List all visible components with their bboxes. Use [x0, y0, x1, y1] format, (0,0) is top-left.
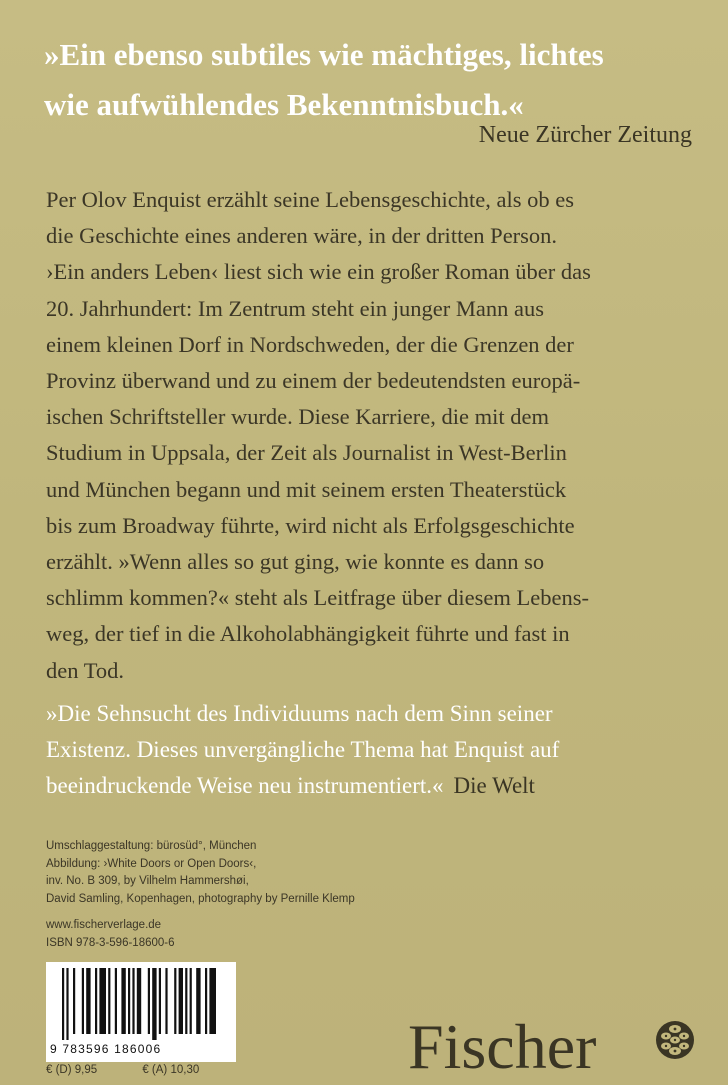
description-line-14: den Tod.	[46, 657, 125, 683]
credit-line-1: Umschlaggestaltung: bürosüd°, München	[46, 840, 257, 852]
isbn-number: ISBN 978-3-596-18600-6	[46, 936, 175, 949]
price-austria: € (A) 10,30	[142, 1064, 200, 1076]
price-germany: € (D) 9,95	[46, 1064, 98, 1076]
description-line-12: schlimm kommen?« steht als Leitfrage über diesem Lebens-	[46, 585, 589, 611]
bottom-quote-line-3	[46, 768, 696, 804]
description-line-13: weg, der tief in die Alkoholabhängigkeit führte und fast in	[46, 621, 570, 647]
barcode	[46, 962, 236, 1062]
bottom-quote-source: Die Welt	[453, 773, 535, 798]
description-line-7: ischen Schriftsteller wurde. Diese Karriere, die mit dem	[46, 404, 549, 430]
publisher-info	[46, 917, 175, 952]
bottom-quote-line-1: »Die Sehnsucht des Individuums nach dem Sinn seiner	[46, 701, 553, 726]
description-line-2: die Geschichte eines anderen wäre, in der dritten Person.	[46, 223, 558, 249]
credit-line-4: David Samling, Kopenhagen, photography by Pernille Klemp	[46, 892, 355, 905]
description-line-5: einem kleinen Dorf in Nordschweden, der die Grenzen der	[46, 331, 574, 357]
description-line-8: Studium in Uppsala, der Zeit als Journalist in West-Berlin	[46, 440, 567, 466]
barcode-bars	[60, 968, 220, 1040]
bottom-quote-line-2: Existenz. Dieses unvergängliche Thema hat Enquist auf	[46, 737, 560, 762]
top-quote-line-1: »Ein ebenso subtiles wie mächtiges, lichtes	[44, 37, 604, 72]
description-line-10: bis zum Broadway führte, wird nicht als Erfolgsgeschichte	[46, 512, 575, 538]
top-review-quote	[44, 30, 704, 130]
description-line-1: Per Olov Enquist erzählt seine Lebensgeschichte, als ob es	[46, 187, 574, 212]
price-info	[46, 1064, 246, 1076]
publisher-name: Fischer	[408, 1011, 597, 1082]
cover-credits	[46, 838, 355, 908]
credit-line-3: inv. No. B 309, by Vilhelm Hammershøi,	[46, 875, 249, 887]
description-line-11: erzählt. »Wenn alles so gut ging, wie konnte es dann so	[46, 549, 545, 575]
barcode-digits: 9 783596 186006	[50, 1042, 162, 1056]
credit-line-2: Abbildung: ›White Doors or Open Doors‹,	[46, 857, 257, 870]
book-description	[46, 182, 696, 689]
bottom-quote-line-3-text: beeindruckende Weise neu instrumentiert.«	[46, 773, 444, 798]
fischer-logo-icon	[655, 1020, 695, 1060]
bottom-review-quote	[46, 696, 696, 804]
publisher-website: www.fischerverlage.de	[46, 919, 162, 931]
description-line-9: und München begann und mit seinem ersten Theaterstück	[46, 476, 567, 502]
description-line-3: ›Ein anders Leben‹ liest sich wie ein großer Roman über das	[46, 259, 591, 285]
top-quote-source: Neue Zürcher Zeitung	[478, 122, 692, 148]
description-line-6: Provinz überwand und zu einem der bedeutendsten europä-	[46, 368, 581, 394]
top-quote-line-2: wie aufwühlendes Bekenntnisbuch.«	[44, 87, 524, 122]
description-line-4: 20. Jahrhundert: Im Zentrum steht ein junger Mann aus	[46, 295, 545, 321]
